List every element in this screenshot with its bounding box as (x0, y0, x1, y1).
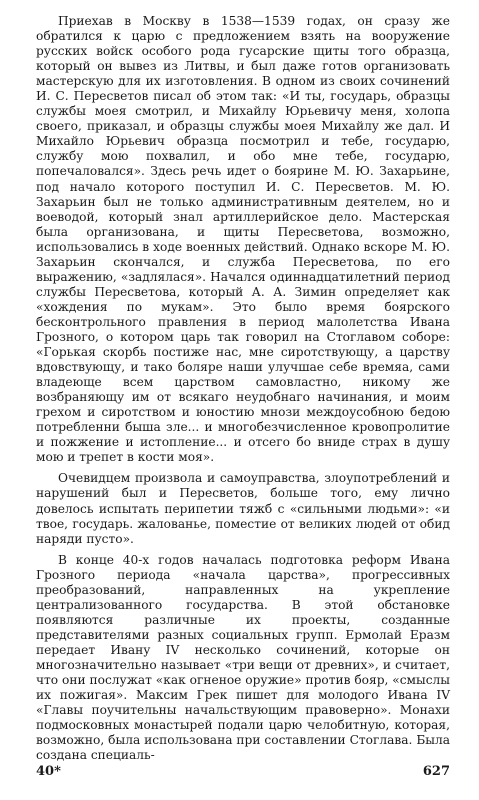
paragraph-2: Очевидцем произвола и самоуправства, злоупотреблений и нарушений был и Пересветов, больше того, ему лично довелось испытать перипетии тяжб с «сильными людьми»: «и твое, государь. жалованье, поместие от великих людей от обид наряди пусто». (36, 471, 450, 546)
page-number: 627 (422, 764, 450, 779)
signature-mark: 40* (36, 764, 61, 779)
paragraph-3: В конце 40-х годов началась подготовка реформ Ивана Грозного периода «начала царства», прогрессивных преобразований, направленных на укрепление централизованного государства. В этой обстановке появляются различные их проекты, созданные представителями разных социальных групп. Ермолай Еразм передает Ивану IV несколько сочинений, которые он многозначительно называет «три вещи от древних», и считает, что они послужат «как огненое оружие» против бояр, «смыслы их пожигая». Максим Грек пишет для молодого Ивана IV «Главы поучительны начальствующим правоверно». Монахи подмосковных монастырей подали царю челобитную, которая, возможно, была использована при составлении Стоглава. Была создана специаль- (36, 552, 450, 763)
paragraph-1: Приехав в Москву в 1538—1539 годах, он сразу же обратился к царю с предложением взять на вооружение русских войск особого рода гусарские щиты того образца, который он вывез из Литвы, и был даже готов организовать мастерскую для их изготовления. В одном из своих сочинений И. С. Пересветов писал об этом так: «И ты, государь, образцы службы моея смотрил, и Михайлу Юрьевичу меня, холопа своего, приказал, и образцы службы моея Михайлу же дал. И Михайло Юрьевич образца посмотрил и тебе, государю, службу мою похвалил, и обо мне тебе, государю, попечаловался». Здесь речь идет о боярине М. Ю. Захарьине, под начало которого поступил И. С. Пересветов. М. Ю. Захарьин был не только административным деятелем, но и воеводой, который знал артиллерийское дело. Мастерская была организована, и щиты Пересветова, возможно, использовались в ходе военных действий. Однако вскоре М. Ю. Захарьин скончался, и служба Пересветова, по его выражению, «задлялася». Начался одиннадцатилетний период службы Пересветова, который А. А. Зимин определяет как «хождения по мукам». Это было время боярского бесконтрольного правления в период малолетства Ивана Грозного, о котором царь так говорил на Стоглавом соборе: «Горькая скорбь постиже нас, мне сиротствующу, а царству вдовствующу, и тако боляре наши улучшае себе времяа, сами владеюще всем царством самовластно, никому же возбраняющу им от всякаго неудобнаго начинания, и моим грехом и сиротством и юностию мнози междоусобною бедою потребленни быша зле... и многобезчисленное кровопролитие и пожжение и истопление... и отсего бо вниде страх в душу мою и трепет в кости моя». (36, 14, 450, 465)
page-footer (36, 764, 450, 779)
document-page (36, 14, 450, 763)
